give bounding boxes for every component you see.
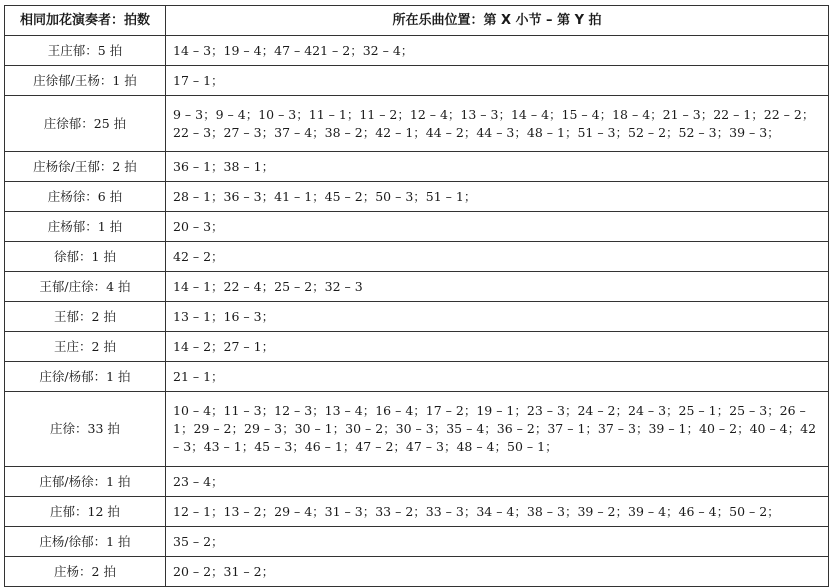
performer-cell: 徐郁：1 拍 — [5, 242, 166, 272]
performer-cell: 王郁：2 拍 — [5, 302, 166, 332]
position-cell: 14 – 3；19 – 4；47 – 421 – 2；32 – 4； — [166, 36, 829, 66]
table-row — [5, 497, 829, 527]
position-cell: 12 – 1；13 – 2；29 – 4；31 – 3；33 – 2；33 – 3；34 – 4；38 – 3；39 – 2；39 – 4；46 – 4；50 – 2； — [166, 497, 829, 527]
performer-cell: 庄郁/杨徐：1 拍 — [5, 467, 166, 497]
performer-cell: 庄杨徐：6 拍 — [5, 182, 166, 212]
table-row — [5, 392, 829, 467]
table-row — [5, 557, 829, 587]
performer-cell: 王郁/庄徐：4 拍 — [5, 272, 166, 302]
header-positions: 所在乐曲位置：第 X 小节 – 第 Y 拍 — [166, 6, 829, 36]
performer-cell: 庄徐/杨郁：1 拍 — [5, 362, 166, 392]
position-cell: 17 – 1； — [166, 66, 829, 96]
performer-cell: 庄徐：33 拍 — [5, 392, 166, 467]
table-row — [5, 212, 829, 242]
position-cell: 9 – 3；9 – 4；10 – 3；11 – 1；11 – 2；12 – 4；13 – 3；14 – 4；15 – 4；18 – 4；21 – 3；22 – 1；22 – 2；22 – 3；27 – 3；37 – 4；38 – 2；42 – 1；44 – 2；44 – 3；48 – 1；51 – 3；52 – 2；52 – 3；39 – 3； — [166, 96, 829, 152]
performer-cell: 庄杨徐/王郁：2 拍 — [5, 152, 166, 182]
performer-cell: 王庄郁：5 拍 — [5, 36, 166, 66]
performer-cell: 庄杨郁：1 拍 — [5, 212, 166, 242]
position-cell: 36 – 1；38 – 1； — [166, 152, 829, 182]
table-row — [5, 242, 829, 272]
table-row — [5, 272, 829, 302]
position-cell: 20 – 2；31 – 2； — [166, 557, 829, 587]
table-row — [5, 467, 829, 497]
performer-cell: 王庄：2 拍 — [5, 332, 166, 362]
position-cell: 10 – 4；11 – 3；12 – 3；13 – 4；16 – 4；17 – 2；19 – 1；23 – 3；24 – 2；24 – 3；25 – 1；25 – 3；26 – 1；29 – 2；29 – 3；30 – 1；30 – 2；30 – 3；35 – 4；36 – 2；37 – 1；37 – 3；39 – 1；40 – 2；40 – 4；42 – 3；43 – 1；45 – 3；46 – 1；47 – 2；47 – 3；48 – 4；50 – 1； — [166, 392, 829, 467]
table-row — [5, 96, 829, 152]
performer-cell: 庄杨/徐郁：1 拍 — [5, 527, 166, 557]
table-row — [5, 332, 829, 362]
header-performers: 相同加花演奏者：拍数 — [5, 6, 166, 36]
table-row — [5, 66, 829, 96]
position-cell: 28 – 1；36 – 3；41 – 1；45 – 2；50 – 3；51 – 1； — [166, 182, 829, 212]
performer-cell: 庄杨：2 拍 — [5, 557, 166, 587]
table-row — [5, 362, 829, 392]
position-cell: 35 – 2； — [166, 527, 829, 557]
table-row — [5, 302, 829, 332]
position-cell: 14 – 2；27 – 1； — [166, 332, 829, 362]
embellishment-table — [4, 5, 829, 587]
performer-cell: 庄徐郁/王杨：1 拍 — [5, 66, 166, 96]
table-row — [5, 152, 829, 182]
header-row — [5, 6, 829, 36]
performer-cell: 庄徐郁：25 拍 — [5, 96, 166, 152]
performer-cell: 庄郁：12 拍 — [5, 497, 166, 527]
embellishment-table-container — [4, 5, 828, 587]
position-cell: 14 – 1；22 – 4；25 – 2；32 – 3 — [166, 272, 829, 302]
table-row — [5, 182, 829, 212]
position-cell: 21 – 1； — [166, 362, 829, 392]
table-row — [5, 527, 829, 557]
position-cell: 13 – 1；16 – 3； — [166, 302, 829, 332]
position-cell: 42 – 2； — [166, 242, 829, 272]
table-row — [5, 36, 829, 66]
position-cell: 20 – 3； — [166, 212, 829, 242]
position-cell: 23 – 4； — [166, 467, 829, 497]
